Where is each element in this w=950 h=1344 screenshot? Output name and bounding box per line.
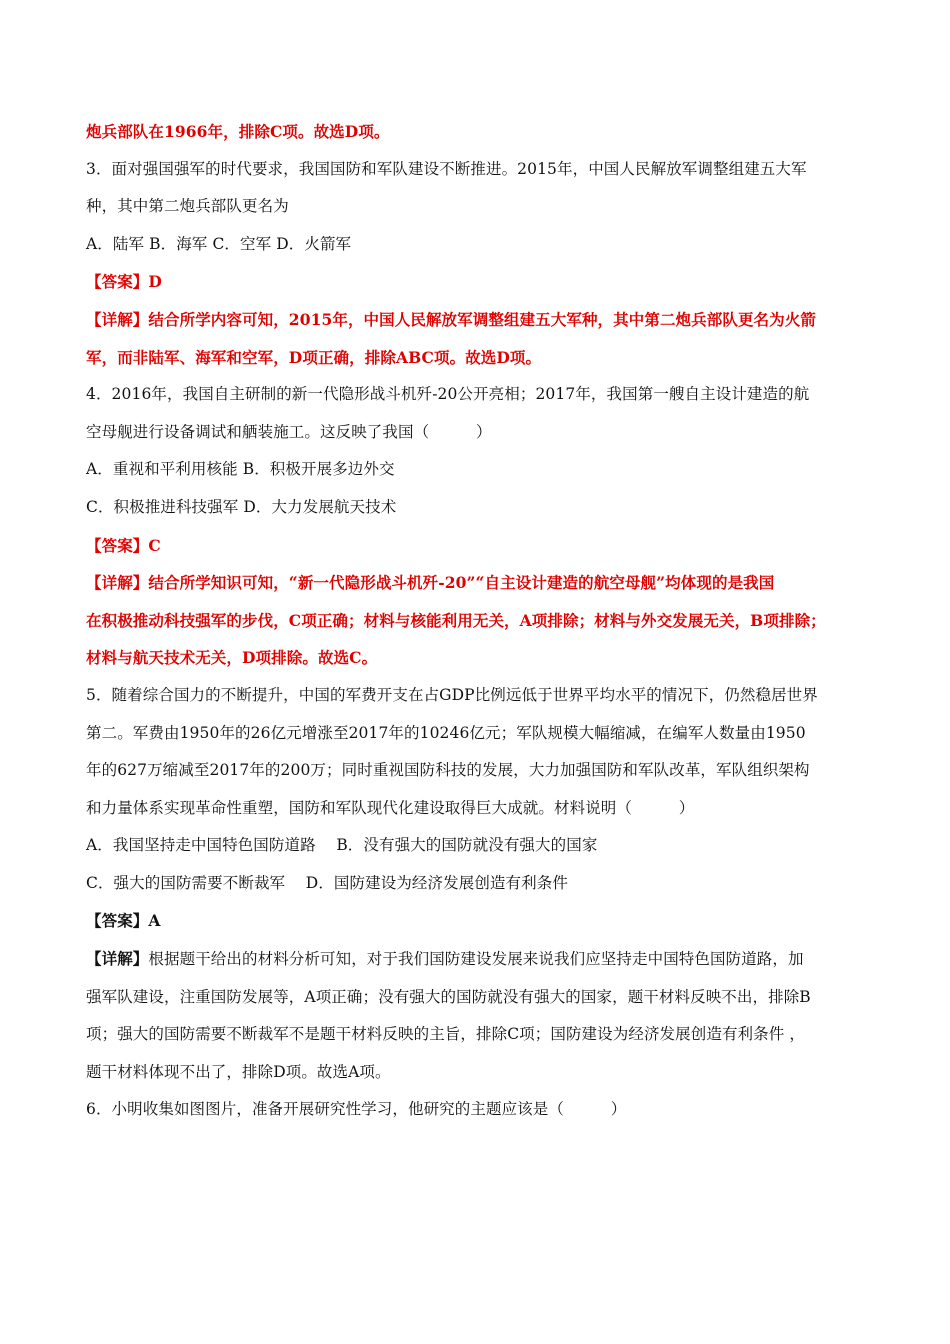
document-page	[86, 113, 876, 1129]
q5-answer	[86, 902, 876, 940]
q4-detail-line-1	[86, 564, 876, 602]
q4-options-line-1: A．重视和平利用核能 B．积极开展多边外交	[86, 460, 395, 479]
q3-stem-line-1: 3．面对强国强军的时代要求，我国国防和军队建设不断推进。2015年，中国人民解放军调整组建五大军	[86, 159, 807, 178]
q4-detail-text-1: 结合所学知识可知，“新一代隐形战斗机歼-20”“自主设计建造的航空母舰”均体现的是我国	[148, 573, 775, 593]
q5-answer-value: A	[148, 911, 161, 931]
q3-answer-value: D	[148, 272, 162, 292]
q5-answer-tag: 【答案】	[86, 911, 149, 931]
q5-stem-line-3: 年的627万缩减至2017年的200万；同时重视国防科技的发展，大力加强国防和军队改革，军队组织架构	[86, 761, 810, 780]
q3-detail-line-1	[86, 301, 876, 339]
question-3	[86, 151, 876, 377]
q4-detail-line-2: 在积极推动科技强军的步伐，C项正确；材料与核能利用无关，A项排除；材料与外交发展无关，B项排除；	[86, 610, 826, 630]
q4-answer-tag: 【答案】	[86, 535, 149, 555]
q3-detail-line-2: 军，而非陆军、海军和空军，D项正确，排除ABC项。故选D项。	[86, 347, 542, 367]
q5-detail-line-4: 题干材料体现不出了，排除D项。故选A项。	[86, 1062, 391, 1081]
q5-detail-line-3: 项；强大的国防需要不断裁军不是题干材料反映的主旨，排除C项；国防建设为经济发展创造有利条件 ，	[86, 1025, 805, 1044]
q4-stem-line-1: 4．2016年，我国自主研制的新一代隐形战斗机歼-20公开亮相；2017年，我国第一艘自主设计建造的航	[86, 385, 810, 404]
q4-detail-line-3: 材料与航天技术无关，D项排除。故选C。	[86, 648, 378, 668]
q5-stem-line-4: 和力量体系实现革命性重塑，国防和军队现代化建设取得巨大成就。材料说明（ ）	[86, 798, 695, 817]
q4-stem-line-2: 空母舰进行设备调试和舾装施工。这反映了我国（ ）	[86, 422, 492, 441]
q5-detail-text-1: 根据题干给出的材料分析可知，对于我们国防建设发展来说我们应坚持走中国特色国防道路，加	[148, 950, 804, 969]
q5-stem-line-2: 第二。军费由1950年的26亿元增涨至2017年的10246亿元；军队规模大幅缩减，在编军人数量由1950	[86, 723, 806, 742]
q3-stem-line-2: 种，其中第二炮兵部队更名为	[86, 197, 289, 216]
question-4	[86, 376, 876, 677]
question-6	[86, 1091, 876, 1129]
q5-detail-line-2: 强军队建设，注重国防发展等，A项正确；没有强大的国防就没有强大的国家，题干材料反映不出，排除B	[86, 987, 811, 1006]
q4-answer	[86, 527, 876, 565]
q3-detail-text-1: 结合所学内容可知，2015年，中国人民解放军调整组建五大军种，其中第二炮兵部队更名为火箭	[148, 309, 816, 329]
q5-options-line-2: C．强大的国防需要不断裁军 D．国防建设为经济发展创造有利条件	[86, 873, 568, 892]
q2-detail-tail: 炮兵部队在1966年，排除C项。故选D项。	[86, 122, 390, 141]
q6-stem: 6．小明收集如图图片，准备开展研究性学习，他研究的主题应该是（ ）	[86, 1100, 627, 1119]
q3-options: A．陆军 B．海军 C．空军 D．火箭军	[86, 234, 352, 253]
q3-answer-tag: 【答案】	[86, 272, 149, 292]
question-5	[86, 677, 876, 1092]
q5-stem-line-1: 5．随着综合国力的不断提升，中国的军费开支在占GDP比例远低于世界平均水平的情况下，仍然稳居世界	[86, 685, 818, 704]
q3-answer	[86, 263, 876, 301]
q5-detail-tag: 【详解】	[86, 949, 149, 969]
q4-answer-value: C	[148, 535, 161, 555]
q3-detail-tag: 【详解】	[86, 309, 149, 329]
q5-options-line-1: A．我国坚持走中国特色国防道路 B．没有强大的国防就没有强大的国家	[86, 836, 598, 855]
q5-detail-line-1	[86, 940, 876, 979]
q4-detail-tag: 【详解】	[86, 573, 149, 593]
q4-options-line-2: C．积极推进科技强军 D．大力发展航天技术	[86, 497, 397, 516]
